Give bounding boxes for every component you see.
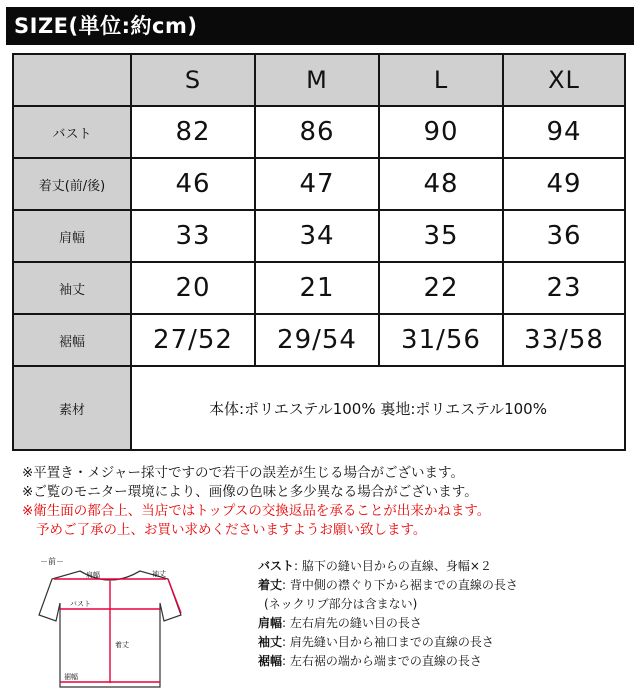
- table-cell: 29/54: [255, 314, 379, 366]
- table-cell: 49: [503, 158, 625, 210]
- table-cell: 36: [503, 210, 625, 262]
- table-cell: 33/58: [503, 314, 625, 366]
- diagram-label-bust: バスト: [70, 600, 91, 608]
- diagram-title: －前－: [40, 557, 64, 566]
- table-row: [13, 158, 625, 210]
- legend-row: [258, 652, 630, 671]
- table-cell: 33: [131, 210, 255, 262]
- tshirt-diagram-icon: [18, 555, 223, 690]
- row-label-shoulder: 肩幅: [13, 210, 131, 262]
- table-cell: 47: [255, 158, 379, 210]
- table-cell: 22: [379, 262, 503, 314]
- table-cell: 21: [255, 262, 379, 314]
- table-cell: 46: [131, 158, 255, 210]
- row-label-hem: 裾幅: [13, 314, 131, 366]
- size-xl: XL: [503, 54, 625, 106]
- legend-key: 袖丈: [258, 635, 283, 649]
- table-cell: 31/56: [379, 314, 503, 366]
- notes: [22, 464, 622, 540]
- row-label-sleeve: 袖丈: [13, 262, 131, 314]
- legend-text: : 肩先縫い目から袖口までの直線の長さ: [282, 635, 494, 649]
- table-cell: 90: [379, 106, 503, 158]
- size-s: S: [131, 54, 255, 106]
- measurement-diagram: [18, 555, 223, 690]
- table-cell: 48: [379, 158, 503, 210]
- measurement-legend: [258, 557, 630, 671]
- note-acknowledge: 予めご了承の上、お買い求めくださいますようお願い致します。: [36, 522, 427, 538]
- size-header: [6, 7, 634, 45]
- size-l: L: [379, 54, 503, 106]
- legend-key: 肩幅: [258, 616, 283, 630]
- legend-row: [258, 595, 630, 614]
- table-cell: 27/52: [131, 314, 255, 366]
- legend-text: : 脇下の縫い目からの直線、身幅×２: [294, 559, 492, 573]
- legend-row: [258, 614, 630, 633]
- table-cell: 34: [255, 210, 379, 262]
- table-cell: 23: [503, 262, 625, 314]
- size-m: M: [255, 54, 379, 106]
- material-row: [13, 366, 625, 450]
- table-cell: 82: [131, 106, 255, 158]
- row-label-length: 着丈(前/後): [13, 158, 131, 210]
- table-cell: 94: [503, 106, 625, 158]
- size-title: SIZE(単位:約cm): [14, 14, 198, 38]
- legend-text: : 左右肩先の縫い目の長さ: [282, 616, 422, 630]
- legend-note: (ネックリブ部分は含まない): [264, 597, 418, 611]
- row-label-material: 素材: [13, 366, 131, 450]
- corner-cell: [13, 54, 131, 106]
- legend-row: [258, 576, 630, 595]
- diagram-label-length: 着丈: [115, 641, 129, 649]
- note-no-returns: ※衛生面の都合上、当店ではトップスの交換返品を承ることが出来かねます。: [22, 503, 491, 519]
- size-table: [12, 53, 626, 451]
- table-row: [13, 314, 625, 366]
- legend-row: [258, 633, 630, 652]
- row-label-bust: バスト: [13, 106, 131, 158]
- legend-key: バスト: [258, 559, 295, 573]
- diagram-label-hem: 裾幅: [64, 673, 78, 681]
- diagram-label-shoulder: 肩幅: [86, 571, 100, 579]
- table-cell: 86: [255, 106, 379, 158]
- legend-key: 裾幅: [258, 654, 283, 668]
- table-cell: 35: [379, 210, 503, 262]
- legend-key: 着丈: [258, 578, 283, 592]
- legend-text: : 左右裾の端から端までの直線の長さ: [282, 654, 482, 668]
- material-value: 本体:ポリエステル100% 裏地:ポリエステル100%: [131, 366, 625, 450]
- diagram-label-sleeve: 袖丈: [152, 570, 166, 578]
- table-cell: 20: [131, 262, 255, 314]
- table-row: [13, 210, 625, 262]
- note-monitor: ※ご覧のモニター環境により、画像の色味と多少異なる場合がございます。: [22, 484, 478, 500]
- size-header-row: [13, 54, 625, 106]
- note-measurement: ※平置き・メジャー採寸ですので若干の誤差が生じる場合がございます。: [22, 465, 464, 481]
- table-row: [13, 106, 625, 158]
- table-row: [13, 262, 625, 314]
- legend-row: [258, 557, 630, 576]
- legend-text: : 背中側の襟ぐり下から裾までの直線の長さ: [282, 578, 518, 592]
